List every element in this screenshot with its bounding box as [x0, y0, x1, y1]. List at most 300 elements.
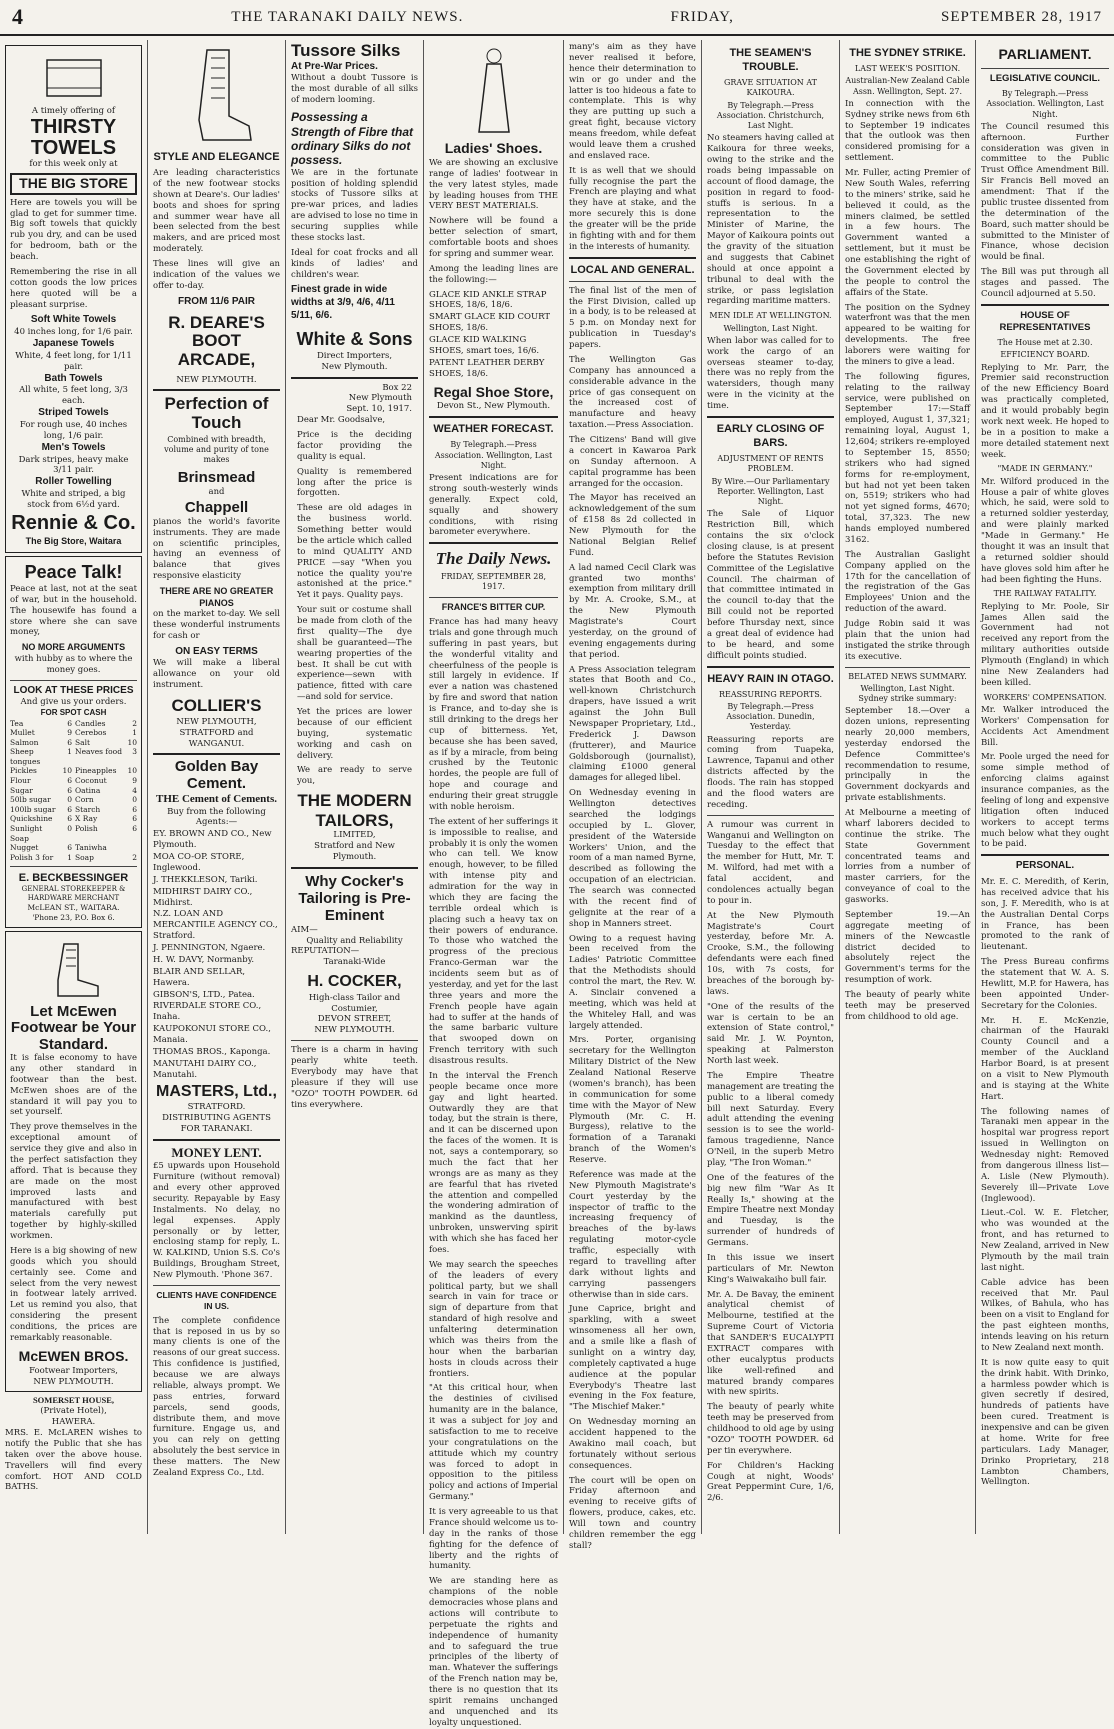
big-store-banner: THE BIG STORE: [10, 173, 137, 195]
tussore-advert: [291, 42, 418, 373]
agent-item: THOMAS BROS., Kaponga.: [153, 1046, 271, 1057]
sydney-strike-heading: THE SYDNEY STRIKE.: [849, 47, 966, 59]
price-cell: 6: [67, 785, 72, 795]
beckbessinger-address: McLEAN ST., WAITARA.: [27, 903, 120, 913]
money-lent-advert: [153, 1145, 280, 1281]
personal-item: Cable advice has been received that Mr. Paul Wilkes, of Bahula, who has been on a visit to England for the past eighteen months, intends leaving on his return to New Zealand next month.: [981, 1277, 1109, 1353]
ladies-boot-illustration: [177, 46, 257, 146]
col6-p9: For Children's Hacking Cough at night, Woods' Great Peppermint Cure, 1/6, 2/6.: [707, 1460, 834, 1504]
mcewen-body: It is false economy to have any other standard in footwear than the best. McEwen shoes are of the standard it will pay you to set yourself.: [10, 1053, 137, 1118]
railway-body: Replying to Mr. Poole, Sir James Allen said the Government had not received any report from the military authorities outside Plymouth (England) in which nine New Zealanders had been killed.: [981, 601, 1109, 688]
towel-item: Bath Towels All white, 5 feet long, 3/3 each.: [19, 372, 128, 407]
efficiency-body: Replying to Mr. Parr, the Premier said reconstruction of the new Efficiency Board was practically completed, and it would probably begin work next week. He hoped to be in a position to make a more detailed statement next week.: [981, 362, 1109, 460]
issue-date: SEPTEMBER 28, 1917: [941, 8, 1102, 25]
price-cell: Soap: [75, 852, 94, 862]
lc-byline: By Telegraph.—Press Association. Wellington, Last Night.: [986, 89, 1104, 119]
deare-firm: R. DEARE'S BOOT ARCADE,: [168, 312, 265, 369]
idle-body: When labor was called for to work the cargo of an overseas steamer to-day, there was no reply from the watersiders, though many were in the vicinity at the time.: [707, 335, 834, 412]
editorial-cont-p2: It is as well that we should fully recognise the part the French are playing and what they have at stake, and the more securely this is done the greater will be the pride in fighting with and for them in the interests of humanity.: [569, 165, 696, 252]
price-cell: [127, 843, 137, 853]
beckbessinger-firm: E. BECKBESSINGER: [18, 872, 129, 885]
style-body-2: These lines will give an indication of the values we offer to-day.: [153, 259, 280, 291]
price-cell: 0: [67, 795, 72, 805]
mcewen-body-3: Here is a big showing of new goods which you should certainly see. Come and select from the very newest in footwear lately arrived. Let us remind you also, that considering the present conditions, the prices are remarkably reasonable.: [10, 1245, 137, 1343]
deare-advert: [153, 150, 280, 385]
personal-heading: PERSONAL.: [1015, 860, 1075, 872]
somerset-town: HAWERA.: [51, 1417, 96, 1428]
towels-body-2: Remembering the rise in all cotton goods the low prices here quoted will be a pleasant surprise.: [10, 266, 137, 310]
editorial-heading: FRANCE'S BITTER CUP.: [441, 601, 546, 612]
editorial-p2: The extent of her sufferings it is impossible to realise, and probably it is only the women who can tell. We know enough, however, to be filled with intense pity and admiration for the way in which they are facing the terrible ordeal which is placing such a heavy tax on their powers of endurance. To those who watched the progress of the precious Franco-German war the incidents seem but as of yesterday, and yet for the last three years and more the French people have again had to suffer at the hands of the same barbaric vulture that swooped down on French territory with such disastrous results.: [429, 816, 558, 1067]
germany-body: Mr. Wilford produced in the House a pair of white gloves which, he said, were sold to a returned soldier yesterday, and were plainly marked "Made in Germany." He thought it was an insult that a returned soldier should have gloves sold him after he had been fighting the Huns.: [981, 476, 1109, 585]
letter-salutation: Dear Mr. Goodsalve,: [297, 415, 386, 426]
column-8: [976, 40, 1114, 1534]
peace-heading: Peace Talk!: [24, 561, 123, 582]
local-item: The Wellington Gas Company has announced a considerable advance in the price of gas consequent on the increased cost of manufacture and heavy taxation.—Press Association.: [569, 354, 696, 431]
perfection-sub: Combined with breadth, volume and purity of tone makes: [164, 434, 269, 465]
price-cell: 1: [67, 747, 72, 757]
personal-item: The following names of Taranaki men appear in the hospital war progress report issued in Wellington on Wednesday night: Removed from dangerous illness list—A. Lisle (New Plymouth). Severely ill—Private Love (Inglewood).: [981, 1106, 1109, 1204]
price-cell: 9: [132, 776, 137, 786]
tussore-heading-2: Possessing a Strength of Fibre that ordinary Silks do not possess.: [291, 110, 413, 168]
rain-byline: By Telegraph.—Press Association. Dunedin, Yesterday.: [726, 701, 815, 732]
page-number: 4: [12, 4, 24, 29]
white-sons-firm: White & Sons: [296, 328, 413, 349]
letter-p1: Price is the deciding factor providing the quality is equal.: [297, 430, 412, 462]
price-cell: Polish: [75, 824, 98, 834]
agent-item: BLAIR AND SELLAR, Hawera.: [153, 966, 246, 988]
price-cell: 6: [67, 814, 72, 824]
price-cell: Starch: [75, 804, 101, 814]
masters-town: STRATFORD.: [187, 1102, 246, 1113]
agent-item: KAUPOKONUI STORE CO., Manaia.: [153, 1024, 271, 1046]
peace-talk-advert: [5, 556, 142, 928]
editorial-p3: In the interval the French people became once more gay and light hearted. Outwardly they are that today, but the strain is there, and it can be discerned upon the faces of the women. It is not, says a contemporary, so much the fact that her wrongs are as many as they are fearful that has riveted the attention and compelled the wondering admiration of mankind as the dauntless, unbroken, unswerving spirit with which she has faced her foes.: [429, 1070, 558, 1255]
weather-heading: WEATHER FORECAST.: [433, 423, 554, 436]
price-cell: Pineapples: [75, 766, 117, 776]
ladies-shoes-advert: [429, 140, 558, 412]
money-body: £5 upwards upon Household Furniture (without removal) and every other approved security. Repayable by Easy Instalments. No delay, no legal expenses. Apply personally or by letter, enclosing stamp for reply, L. W. KALKIND, Union S.S. Co's Buildings, Brougham Street, New Plymouth. 'Phone 367.: [153, 1161, 280, 1281]
tussore-body: Without a doubt Tussore is the most durable of all silks of modern looming.: [291, 73, 418, 106]
towel-item: Striped Towels For rough use, 40 inches long, 1/6 pair.: [19, 407, 128, 441]
issue-day: FRIDAY,: [670, 8, 734, 25]
column-1: [0, 40, 148, 1534]
beckbessinger-phone: 'Phone 23, P.O. Box 6.: [32, 912, 115, 922]
house-time: The House met at 2.30.: [997, 338, 1093, 348]
price-cell: Sunlight Soap: [10, 824, 43, 843]
spot-cash: FOR SPOT CASH: [40, 708, 107, 718]
cocker-heading: Why Cocker's Tailoring is Pre-Eminent: [298, 872, 411, 925]
letter-date: Sept. 10, 1917.: [346, 404, 412, 415]
railway-heading: THE RAILWAY FATALITY.: [993, 589, 1097, 599]
editorial: [429, 602, 558, 1729]
personal-item: The Press Bureau confirms the statement that W. A. S. Hewlitt, M.P. for Hawera, has been appointed Under-Secretary for the Colonies.: [981, 957, 1109, 1011]
sydney-strike-byline: Australian-New Zealand Cable Assn. Wellington, Sept. 27.: [845, 76, 970, 96]
germany-heading: "MADE IN GERMANY.": [997, 464, 1093, 474]
seamen-body: No steamers having called at Kaikoura for three weeks, owing to the strike and the roads being impassable on account of flood damage, the position in regard to food-stuffs is serious. In a representation to the Minister of Marine, the Mayor of Kaikoura points out the gravity of the situation and suggests that Cabinet should at once appoint a tribunal to deal with the strike, or pass legislation regarding maritime matters.: [707, 133, 834, 307]
ladies-shoes-body-2: Nowhere will be found a better selection of smart, comfortable boots and shoes for spring and summer wear.: [429, 216, 558, 259]
column-7: [840, 40, 976, 1534]
seamen-byline: By Telegraph.—Press Association. Christchurch, Last Night.: [716, 100, 825, 131]
col6-p5: One of the features of the big new film "War As It Really Is," showing at the Empire Theatre next Monday and Tuesday, is the surrender of hundreds of Germans.: [707, 1172, 834, 1249]
price-cell: Cerebos: [75, 728, 107, 738]
local-item: The Citizens' Band will give a concert in Kawaroa Park on Sunday afternoon. A capital programme has been arranged for the occasion.: [569, 435, 696, 489]
peace-line-2: with hubby as to where the money goes.: [14, 653, 133, 675]
cement-buy: Buy from the following Agents:—: [167, 806, 266, 828]
price-cell: Candles: [75, 718, 106, 728]
editorial-p4: We may search the speeches of the leaders of every political party, but we shall search in vain for trace or sign of departure from that standard of high resolve and unfaltering determination which was theirs from the hour when the barbarian hosts in clouds across their frontiers.: [429, 1259, 558, 1379]
local-item: On Wednesday evening in Wellington detectives searched the lodgings occupied by L. Glover, president of the Waterside Workers' Union, and the room of a man named Byrne, described as following the occupation of an electrician. The search was connected with the recent find of gelignite at the rear of a shop in Manners street.: [569, 788, 696, 929]
col6-p3: "One of the results of the war is certain to be an extension of State control," said Mr. J. W. Poynton, speaking at Palmerston North last week.: [707, 1001, 834, 1067]
ladies-shoes-body: We are showing an exclusive range of ladies' footwear in the very latest styles, made by leading houses from THE VERY BEST MATERIALS.: [429, 157, 558, 212]
agent-item: J. THEKKLESON, Tariki.: [153, 874, 258, 885]
clients-advert: [153, 1290, 280, 1479]
price-cell: 10: [127, 766, 137, 776]
towels-body: Here are towels you will be glad to get for summer time. Big soft towels that quickly rub you dry, and can be used for bedroom, bath or the beach.: [10, 197, 137, 263]
col6-p8: The beauty of pearly white teeth may be preserved from childhood to old age by using "OZO" TOOTH POWDER. 6d per tin everywhere.: [707, 1402, 834, 1456]
masters-dist: DISTRIBUTING AGENTS FOR TARANAKI.: [162, 1112, 271, 1134]
towels-week: for this week only at: [29, 158, 118, 169]
masthead: [0, 0, 1114, 36]
modern-tailors-ltd: LIMITED,: [333, 830, 376, 841]
peace-line-1: NO MORE ARGUMENTS: [21, 642, 126, 653]
prices-heading: LOOK AT THESE PRICES: [13, 684, 134, 696]
col7-p1: In connection with the Sydney strike news from 6th to September 19 indicates that the outlook was then considered promising for a settlement.: [845, 98, 970, 164]
towel-item: Japanese Towels White, 4 feet long, for 1/11 pair.: [15, 338, 132, 372]
price-cell: Coconut: [75, 776, 107, 786]
price-cell: 4: [132, 785, 137, 795]
price-cell: Pickles: [10, 766, 37, 776]
piano-body-3: We will make a liberal allowance on your old instrument.: [153, 658, 280, 691]
idle-heading: MEN IDLE AT WELLINGTON.: [709, 311, 832, 321]
towels-intro: A timely offering of: [31, 106, 116, 116]
column-5: [564, 40, 702, 1551]
tussore-body-3: Ideal for coat frocks and all kinds of ladies' and children's wear.: [291, 247, 418, 280]
piano-body: pianos the world's favorite instruments. They are made on scientific principles, having an evenness of balance that gives responsive elasticity: [153, 516, 280, 582]
agent-item: H. W. DAVY, Normanby.: [153, 954, 255, 965]
price-cell: 3: [132, 747, 137, 757]
price-cell: Oatina: [75, 785, 101, 795]
prices-sub: And give us your orders.: [20, 697, 127, 708]
cocker-rep-value: Taranaki-Wide: [323, 957, 386, 968]
deare-town: NEW PLYMOUTH.: [176, 374, 257, 385]
local-item: The final list of the men of the First Division, called up in a body, is to be released at 5 p.m. on Monday next for publication in Tuesday's papers.: [569, 285, 696, 351]
style-heading: STYLE AND ELEGANCE: [153, 151, 280, 163]
sydney-strike-sub: LAST WEEK'S POSITION.: [854, 64, 961, 74]
tussore-body-2: We are in the fortunate position of holding splendid stocks of Tussore silks at pre-war prices, and ladies are advised to lose no time in securing supplies while these stocks last.: [291, 167, 419, 243]
white-sons-sub: Direct Importers,: [316, 350, 393, 361]
shoe-item: GLACE KID WALKING SHOES, smart toes, 16/6.: [429, 335, 540, 356]
paper-title: THE TARANAKI DAILY NEWS.: [231, 8, 464, 25]
early-closing-body: The Sale of Liquor Restriction Bill, which contains the six o'clock closing clause, is at present before the Statutes Revision Committee of the Legislative Council. The chairman of that committee intimated in the council to-day that the Bill could not be reported before Thursday next, since a great deal of evidence had to be heard, and some difficult points studied.: [707, 509, 834, 661]
local-item: Owing to a request having been received from the Ladies' Patriotic Committee that the Methodists should control the mart, the Rev. W. A. Sinclair convened a meeting, which was held at the Whiteley Hall, and was largely attended.: [569, 933, 696, 1031]
agent-item: EY. BROWN AND CO., New Plymouth.: [153, 829, 272, 851]
somerset-sub: (Private Hotel),: [40, 1406, 107, 1417]
price-cell: 10: [62, 766, 72, 776]
seamen-heading: THE SEAMEN'S TROUBLE.: [729, 47, 812, 74]
price-cell: 2: [132, 718, 137, 728]
agents-list: [153, 829, 280, 1080]
price-cell: Quickshine: [10, 814, 53, 824]
towels-advert: [5, 45, 142, 553]
column-2: [148, 40, 286, 1534]
mcewen-town: NEW PLYMOUTH.: [33, 1376, 114, 1387]
price-cell: Salmon: [10, 737, 39, 747]
shoe-item: GLACE KID ANKLE STRAP SHOES, 18/6, 18/6.: [429, 289, 547, 311]
price-cell: Mullet: [10, 728, 35, 738]
editorial-cont-p1: many's aim as they have never realised it before, hence their determination to win or go under and the latter is too hideous a fate to contemplate. This is why they are putting up such a great fight, because victory means freedom, while defeat would leave them a crushed and enslaved race.: [569, 42, 696, 161]
editorial-p7: We are standing here as champions of the noble democracies whose plans and actions will contribute to perpetuate the rights and independence of humanity and to safeguard the true principles of the liberty of man. Whatever the sufferings of the French nation may be, there is no question that its spirit remains unchanged and unquenched and its loyalty unquestioned.: [429, 1576, 558, 1728]
letter-p4: Your suit or costume shall be made from cloth of the first quality—The dye shall be guaranteed—The wearing properties of the best. It shall be cut with experience—sewn with patience, fitted with care—and sold for service.: [297, 605, 412, 703]
piano-body-2: on the market to-day. We sell these wonderful instruments for cash or: [153, 609, 280, 641]
price-cell: Nugget: [10, 843, 39, 853]
somerset-advert: [5, 1395, 142, 1493]
towel-illustration: [39, 54, 109, 102]
personal-item: Mr. E. C. Meredith, of Kerin, has received advice that his son, J. F. Meredith, who is at the Australian Dental Corps in France, has been promoted to the rank of lieutenant.: [981, 877, 1109, 953]
brand-brinsmead: Brinsmead: [177, 468, 256, 486]
workers-body-2: Mr. Poole urged the need for some simple method of enforcing claims against insurance companies, as the feeling of long and expensive litigation often induced workers to accept terms much below what they ought to be paid.: [981, 752, 1109, 850]
cement-heading: Golden Bay Cement.: [174, 758, 259, 792]
house-heading: HOUSE OF REPRESENTATIVES: [999, 309, 1091, 333]
local-general-heading: LOCAL AND GENERAL.: [570, 263, 695, 276]
price-cell: 1: [67, 852, 72, 862]
mcewen-advert: [5, 931, 142, 1393]
letter-box: Box 22: [382, 382, 412, 393]
editorial-p1: France has had many heavy trials and gone through much suffering in past years, but the wonderful vitality and cheerfulness of the people is still largely in evidence. If ever a nation was chastened by fire and sword that nation is France, and to-day she is still drinking to the dregs her cup of bitterness. Yet, because she has been saved, as if by a miracle, from being crushed by the Teutonic hordes, the people are full of hope and courage and enduring their great struggle with noble heroism.: [429, 617, 558, 812]
personal-item: Lieut.-Col. W. E. Fletcher, who was wounded at the front, and has returned to New Zealand, arrived in New Plymouth by the mail train last night.: [981, 1208, 1109, 1273]
paper-flag: The Daily News.: [435, 549, 552, 569]
cocker-aim-value: Quality and Reliability: [306, 935, 403, 946]
price-cell: 6: [67, 718, 72, 728]
column-3: [286, 40, 424, 1534]
editorial-p5: "At this critical hour, when the destinies of civilised humanity are in the balance, it was a subject for joy and satisfaction to me to receive your congratulations on the attitude which my country was forced to adopt in opposition to the pitiless policy and actions of Imperial Germany.": [429, 1383, 558, 1503]
peace-body: Peace at last, not at the seat of war, but in the household. The housewife has found a store where she can save money,: [10, 583, 137, 638]
seamen-sub: GRAVE SITUATION AT KAIKOURA.: [723, 78, 818, 98]
agent-item: MIDHIRST DAIRY CO., Midhirst.: [153, 886, 253, 908]
belated-byline: Wellington, Last Night. Sydney strike summary:: [858, 683, 957, 703]
white-sons-town: New Plymouth.: [321, 361, 388, 372]
style-body: Are leading characteristics of the new footwear stocks shown at Deare's. Our ladies' boots and shoes for spring and summer wear have all been selected from the best makers, and are priced most moderately.: [153, 168, 280, 255]
col7-p10: The beauty of pearly white teeth may be preserved from childhood to old age.: [845, 990, 970, 1022]
cocker-sub: High-class Tailor and Costumier,: [308, 992, 401, 1014]
brand-chappell: Chappell: [184, 498, 249, 516]
money-heading: MONEY LENT.: [171, 1144, 262, 1160]
col7-p6: Judge Robin said it was plain that the union had instigated the strike through its executive.: [845, 619, 970, 662]
price-cell: 10: [127, 737, 137, 747]
rain-sub: REASSURING REPORTS.: [718, 689, 823, 699]
price-cell: 9: [67, 728, 72, 738]
price-cell: Neaves food: [75, 747, 122, 757]
piano-advert: [153, 395, 280, 749]
efficiency-heading: EFFICIENCY BOARD.: [1000, 350, 1090, 360]
weather-body: Present indications are for strong south-westerly winds generally. Expect cold, squally and showery conditions, with rising barometer everywhere.: [429, 473, 558, 538]
col7-p7: September 18.—Over a dozen unions, representing nearly 20,000 members, yesterday endorsed the Defence Committee's recommendation to resume, principally in the Government dockyards and private establishments.: [845, 706, 970, 804]
col7-p4: The following figures, relating to the railway service, were published on September 17:—Staff employed, August 1, 37,321; remaining loyal, August 1, 12,604; strikers re-employed to September 15, 8550; strikers who had signed forms for re-employment, but had not yet been taken on, 5519; strikers who had not yet signed forms, 4670; total, 37,323. The new hands employed numbered 3162.: [845, 371, 970, 545]
weather-section: [429, 422, 558, 538]
price-cell: 2: [132, 852, 137, 862]
lc-p2: The Bill was put through all stages and passed. The Council adjourned at 5.50.: [981, 267, 1109, 299]
price-cell: 6: [67, 776, 72, 786]
flag-date: FRIDAY, SEPTEMBER 28, 1917.: [440, 572, 546, 592]
piano-line-2: ON EASY TERMS: [175, 645, 258, 657]
shoe-item: PATENT LEATHER DERBY SHOES, 18/6.: [429, 357, 545, 379]
mcewen-heading: Let McEwen Footwear be Your Standard.: [10, 1002, 137, 1053]
agent-item: MOA CO-OP. STORE, Inglewood.: [153, 852, 245, 873]
price-cell: 6: [132, 804, 137, 814]
mcewen-sub: Footwear Importers,: [29, 1365, 118, 1376]
local-item: On Wednesday morning an accident happened to the Awakino mail coach, but fortunately without serious consequences.: [569, 1417, 696, 1471]
letter-p5: Yet the prices are lower because of our efficient buying, systematic working and cash on delivery.: [297, 707, 412, 761]
local-item: A lad named Cecil Clark was granted two months' exemption from military drill by Mr. A. Crooke, S.M., at the New Plymouth Magistrate's Court yesterday, on the ground of evening engagements during that period.: [569, 562, 696, 660]
tussore-grade: Finest grade in wide widths at 3/9, 4/6, 4/11 5/11, 6/6.: [291, 284, 395, 322]
price-cell: X Ray: [75, 814, 98, 824]
personal-item: It is now quite easy to quit the drink habit. With Drinko, a harmless powder which is given secretly if desired, hundreds of patients have been cured. Treatment is inexpensive and can be given at home. Write for free particulars. Lady Manager, Drinko Proprietary, 218 Lambton Chambers, Wellington.: [981, 1357, 1109, 1488]
price-cell: 6: [67, 804, 72, 814]
piano-line-1: THERE ARE NO GREATER PIANOS: [159, 586, 274, 608]
towel-item: Soft White Towels 40 inches long, for 1/6 pair.: [14, 314, 133, 338]
clients-body: The complete confidence that is reposed in us by so many clients is one of the reasons of our great success. This confidence is justified, because we are always reliable, always prompt. We pass entries, forward parcels, send goods, distribute them, and move furniture. Engage us, and you can rely on getting absolutely the best service in these matters. The New Zealand Express Co., Ltd.: [153, 1315, 280, 1478]
personal-item: Mr. H. E. McKenzie, chairman of the Hauraki County Council and a member of the Auckland Harbor Board, is at present on a visit to New Plymouth and is staying at the White Hart.: [981, 1015, 1109, 1102]
agent-item: GIBSON'S, LTD., Patea.: [153, 989, 255, 1000]
somerset-heading: SOMERSET HOUSE,: [32, 1395, 115, 1406]
col6-p2: At the New Plymouth Magistrate's Court yesterday, before Mr. A. Crooke, S.M., the following defendants were each fined 10s, with 7s costs, for breaches of the borough by-laws.: [707, 910, 834, 997]
lc-p1: The Council resumed this afternoon. Further consideration was given in committee to the Public Trust Office Amendment Bill. Sir Francis Bell moved an amendment: That if the public trustee dissented from the determination of the Board, such matter should be submitted to the Minister of Finance, whose decision would be final.: [981, 121, 1109, 263]
local-item: June Caprice, bright and sparkling, with a sweet winsomeness all her own, and a smile like a flash of sunlight on a wintry day, completely captivated a huge audience at the popular Everybody's Theatre last evening in the Fox feature, "The Mischief Maker.": [569, 1304, 696, 1413]
col7-p5: The Australian Gaslight Company applied on the 17th for the cancellation of the registration of the Gas Employees' Union and the reduction of the award.: [845, 549, 970, 615]
workers-heading: WORKERS' COMPENSATION.: [983, 692, 1107, 702]
somerset-body: MRS. E. McLAREN wishes to notify the Public that she has taken over the above house. Travellers will find every comfort. HOT AND COLD BATHS.: [5, 1428, 142, 1493]
letter-p2: Quality is remembered long after the price is forgotten.: [297, 466, 412, 499]
belated-heading: BELATED NEWS SUMMARY.: [848, 671, 967, 681]
lady-figure-illustration: [459, 46, 529, 136]
tussore-heading: Tussore Silks: [291, 41, 401, 60]
clients-heading: CLIENTS HAVE CONFIDENCE IN US.: [156, 1289, 277, 1311]
collier-firm: COLLIER'S: [171, 696, 262, 716]
regal-firm: Regal Shoe Store,: [433, 383, 554, 400]
price-cell: 6: [132, 814, 137, 824]
price-cell: Sugar: [10, 785, 33, 795]
local-items: [569, 286, 696, 1552]
tussore-sub: At Pre-War Prices.: [291, 60, 378, 72]
price-list: [10, 719, 137, 863]
column-6: [702, 40, 840, 1534]
cement-advert: [153, 759, 280, 1134]
price-cell: 100lb sugar: [10, 804, 56, 814]
price-cell: Taniwha: [75, 843, 107, 853]
price-cell: 50lb sugar: [10, 795, 51, 805]
early-closing-byline: By Wire.—Our Parliamentary Reporter. Wellington, Last Night.: [711, 476, 830, 507]
ladies-shoes-body-3: Among the leading lines are the following:—: [429, 263, 558, 285]
towel-item: Men's Towels Dark stripes, heavy make 3/11 pair.: [18, 441, 129, 476]
local-item: The Mayor has received an acknowledgement of the sum of £158 8s 2d collected in New Plymouth for the National Belgian Relief Fund.: [569, 493, 696, 558]
local-item: A Press Association telegram states that Booth and Co., well-known Christchurch drapers, have issued a writ against the John Bull Newspaper Proprietary, Ltd., Frederick J. Dawson (frutterer), and Maurice Goldsborough (journalist), claiming £1000 general damages for alleged libel.: [569, 664, 696, 784]
letter-p3: These are old adages in the business world. Something better would be the article which called to mind QUALITY AND PRICE —say "When you notice the quality you're astonished at the price." Yet it pays. Quality pays.: [297, 503, 412, 601]
price-cell: Corn: [75, 795, 94, 805]
agent-item: N.Z. LOAN AND MERCANTILE AGENCY CO., Stratford.: [153, 909, 278, 942]
weather-byline: By Telegraph.—Press Association. Wellington, Last Night.: [434, 440, 553, 470]
regal-town: Devon St., New Plymouth.: [436, 401, 551, 412]
mcewen-firm: McEWEN BROS.: [18, 1347, 129, 1364]
shoe-items: [429, 290, 558, 380]
agent-item: J. PENNINGTON, Ngaere.: [153, 943, 266, 954]
price-cell: 0: [132, 795, 137, 805]
cocker-advert: [291, 873, 418, 1036]
modern-tailors-letter: [291, 383, 418, 863]
workers-body: Mr. Walker introduced the Workers' Compensation for Accidents Act Amendment Bill.: [981, 704, 1109, 748]
col6-p7: Mr. A. De Bavay, the eminent analytical chemist of Melbourne, testified at the Supreme Court of Victoria that SANDER'S EUCALYPTI EXTRACT compares with other eucalyptus products like well-refined and matured brandy compares with new spirits.: [707, 1289, 834, 1398]
price-cell: 1: [132, 728, 137, 738]
price-cell: 6: [132, 824, 137, 834]
shoe-item: SMART GLACE KID COURT SHOES, 18/6.: [429, 312, 551, 334]
col7-p9: September 19.—An aggregate meeting of miners of the Newcastle district decided to absolutely reject the Government's terms for the resumption of work.: [845, 909, 970, 986]
ozo-advert: There is a charm in having pearly white teeth. Everybody may have that pleasure if they will use "OZO" TOOTH POWDER. 6d tins everywhere.: [291, 1045, 418, 1110]
letter-close: We are ready to serve you,: [297, 765, 412, 787]
letter-town: New Plymouth: [348, 393, 412, 404]
ladies-shoes-heading: Ladies' Shoes.: [444, 140, 543, 156]
agent-item: RIVERDALE STORE CO., Inaha.: [153, 1001, 262, 1023]
price-cell: 0: [67, 824, 72, 834]
price-cell: Polish 3 for: [10, 852, 54, 862]
masters-firm: MASTERS, Ltd.,: [156, 1082, 277, 1100]
rennie-sub: The Big Store, Waitara: [25, 536, 122, 547]
towels-heading: THIRSTY TOWELS: [30, 115, 117, 159]
deare-from: FROM 11/6 PAIR: [177, 295, 256, 307]
modern-tailors-firm: THE MODERN TAILORS,: [297, 791, 412, 830]
rain-body: Reassuring reports are coming from Tuapeka, Lawrence, Tapanui and other districts affected by the floods. The rain has stopped and the flood waters are receding.: [707, 734, 834, 810]
col7-p8: At Melbourne a meeting of wharf laborers decided to continue the strike. The State Government concentrated teams and lorries from a number of master carriers, for the conveyance of coal to the gasworks.: [845, 808, 970, 906]
agent-item: MANUTAHI DAIRY CO., Manutahi.: [153, 1058, 257, 1080]
editorial-p6: It is very agreeable to us that France should welcome us to-day in the ranks of those fighting for the defence of liberty and the rights of humanity.: [429, 1507, 558, 1572]
price-cell: Tea: [10, 718, 24, 728]
parliament-heading: PARLIAMENT.: [998, 46, 1092, 62]
price-cell: Salt: [75, 737, 91, 747]
price-cell: Flour: [10, 776, 31, 786]
beckbessinger-sub: GENERAL STOREKEEPER & HARDWARE MERCHANT: [21, 885, 126, 903]
local-item: The court will be open on Friday afternoon and evening to receive gifts of flowers, produce, cakes, etc. Will town and country children remember the egg stall?: [569, 1475, 696, 1551]
collier-towns: NEW PLYMOUTH, STRATFORD and WANGANUI.: [176, 716, 257, 749]
col6-p4: The Empire Theatre management are treating the public to a liberal comedy bill next Saturday. Every adult attending the evening session is to see the world-famous tragedienne, Nance O'Neil, in the superb Metro play, "The Iron Woman.": [707, 1070, 834, 1168]
local-item: Reference was made at the New Plymouth Magistrate's Court yesterday by the inspector of traffic to the increasing frequency of breaches of the by-laws regulating motor-cycle traffic, especially with regard to travelling after dark without lights and carrying passengers otherwise than in side cars.: [569, 1169, 696, 1300]
early-closing-sub: ADJUSTMENT OF RENTS PROBLEM.: [717, 454, 824, 474]
price-cell: 6: [67, 737, 72, 747]
cocker-rep: REPUTATION—: [291, 946, 360, 957]
towel-item: Roller Towelling White and striped, a big stock from 6½d yard.: [21, 476, 126, 510]
cocker-town: NEW PLYMOUTH.: [314, 1025, 395, 1036]
legislative-council-heading: LEGISLATIVE COUNCIL.: [989, 72, 1101, 84]
cocker-firm: H. COCKER,: [307, 973, 402, 991]
rennie-firm: Rennie & Co.: [11, 511, 136, 534]
boot-illustration: [44, 940, 104, 1000]
price-cell: 6: [67, 843, 72, 853]
early-closing-heading: EARLY CLOSING OF BARS.: [716, 422, 825, 449]
cocker-street: DEVON STREET,: [317, 1014, 392, 1025]
cement-sub: THE Cement of Cements.: [156, 793, 277, 806]
perfection-heading: Perfection of Touch: [164, 394, 269, 433]
price-cell: Sheep tongues: [10, 747, 41, 766]
modern-tailors-addr: Stratford and New Plymouth.: [314, 841, 395, 863]
local-item: Mrs. Porter, organising secretary for the Wellington Military District of the New Zealand National Reserve (women's branch), has been in communication for some time with the Mayor of New Plymouth (Mr. C. H. Burgess), relative to the formation of a Taranaki branch of the Women's Reserve.: [569, 1035, 696, 1166]
cocker-aim: AIM—: [291, 924, 318, 935]
column-4: [424, 40, 564, 1728]
col7-p3: The position on the Sydney waterfront was that the men appeared to be waiting for developments. The free laborers were waiting for the miners to give a lead.: [845, 302, 970, 367]
col6-p6: In this issue we insert particulars of Mr. Newton King's Waiwakaiho bull fair.: [707, 1252, 834, 1285]
idle-byline: Wellington, Last Night.: [723, 323, 818, 333]
brand-and: and: [208, 486, 225, 497]
mcewen-body-2: They prove themselves in the exceptional amount of service they give and also in the perfect satisfaction they afford. That is because they are made on the most improved lasts and manufactured with best materials carefully put together by highly-skilled workmen.: [10, 1122, 137, 1242]
rain-heading: HEAVY RAIN IN OTAGO.: [707, 672, 834, 685]
col6-p1: A rumour was current in Wanganui and Wellington on Tuesday to the effect that the member for Hutt, Mr. T. M. Wilford, had met with a fatal accident, and condolences actually began to pour in.: [707, 819, 834, 906]
personal-items: [981, 877, 1109, 1488]
